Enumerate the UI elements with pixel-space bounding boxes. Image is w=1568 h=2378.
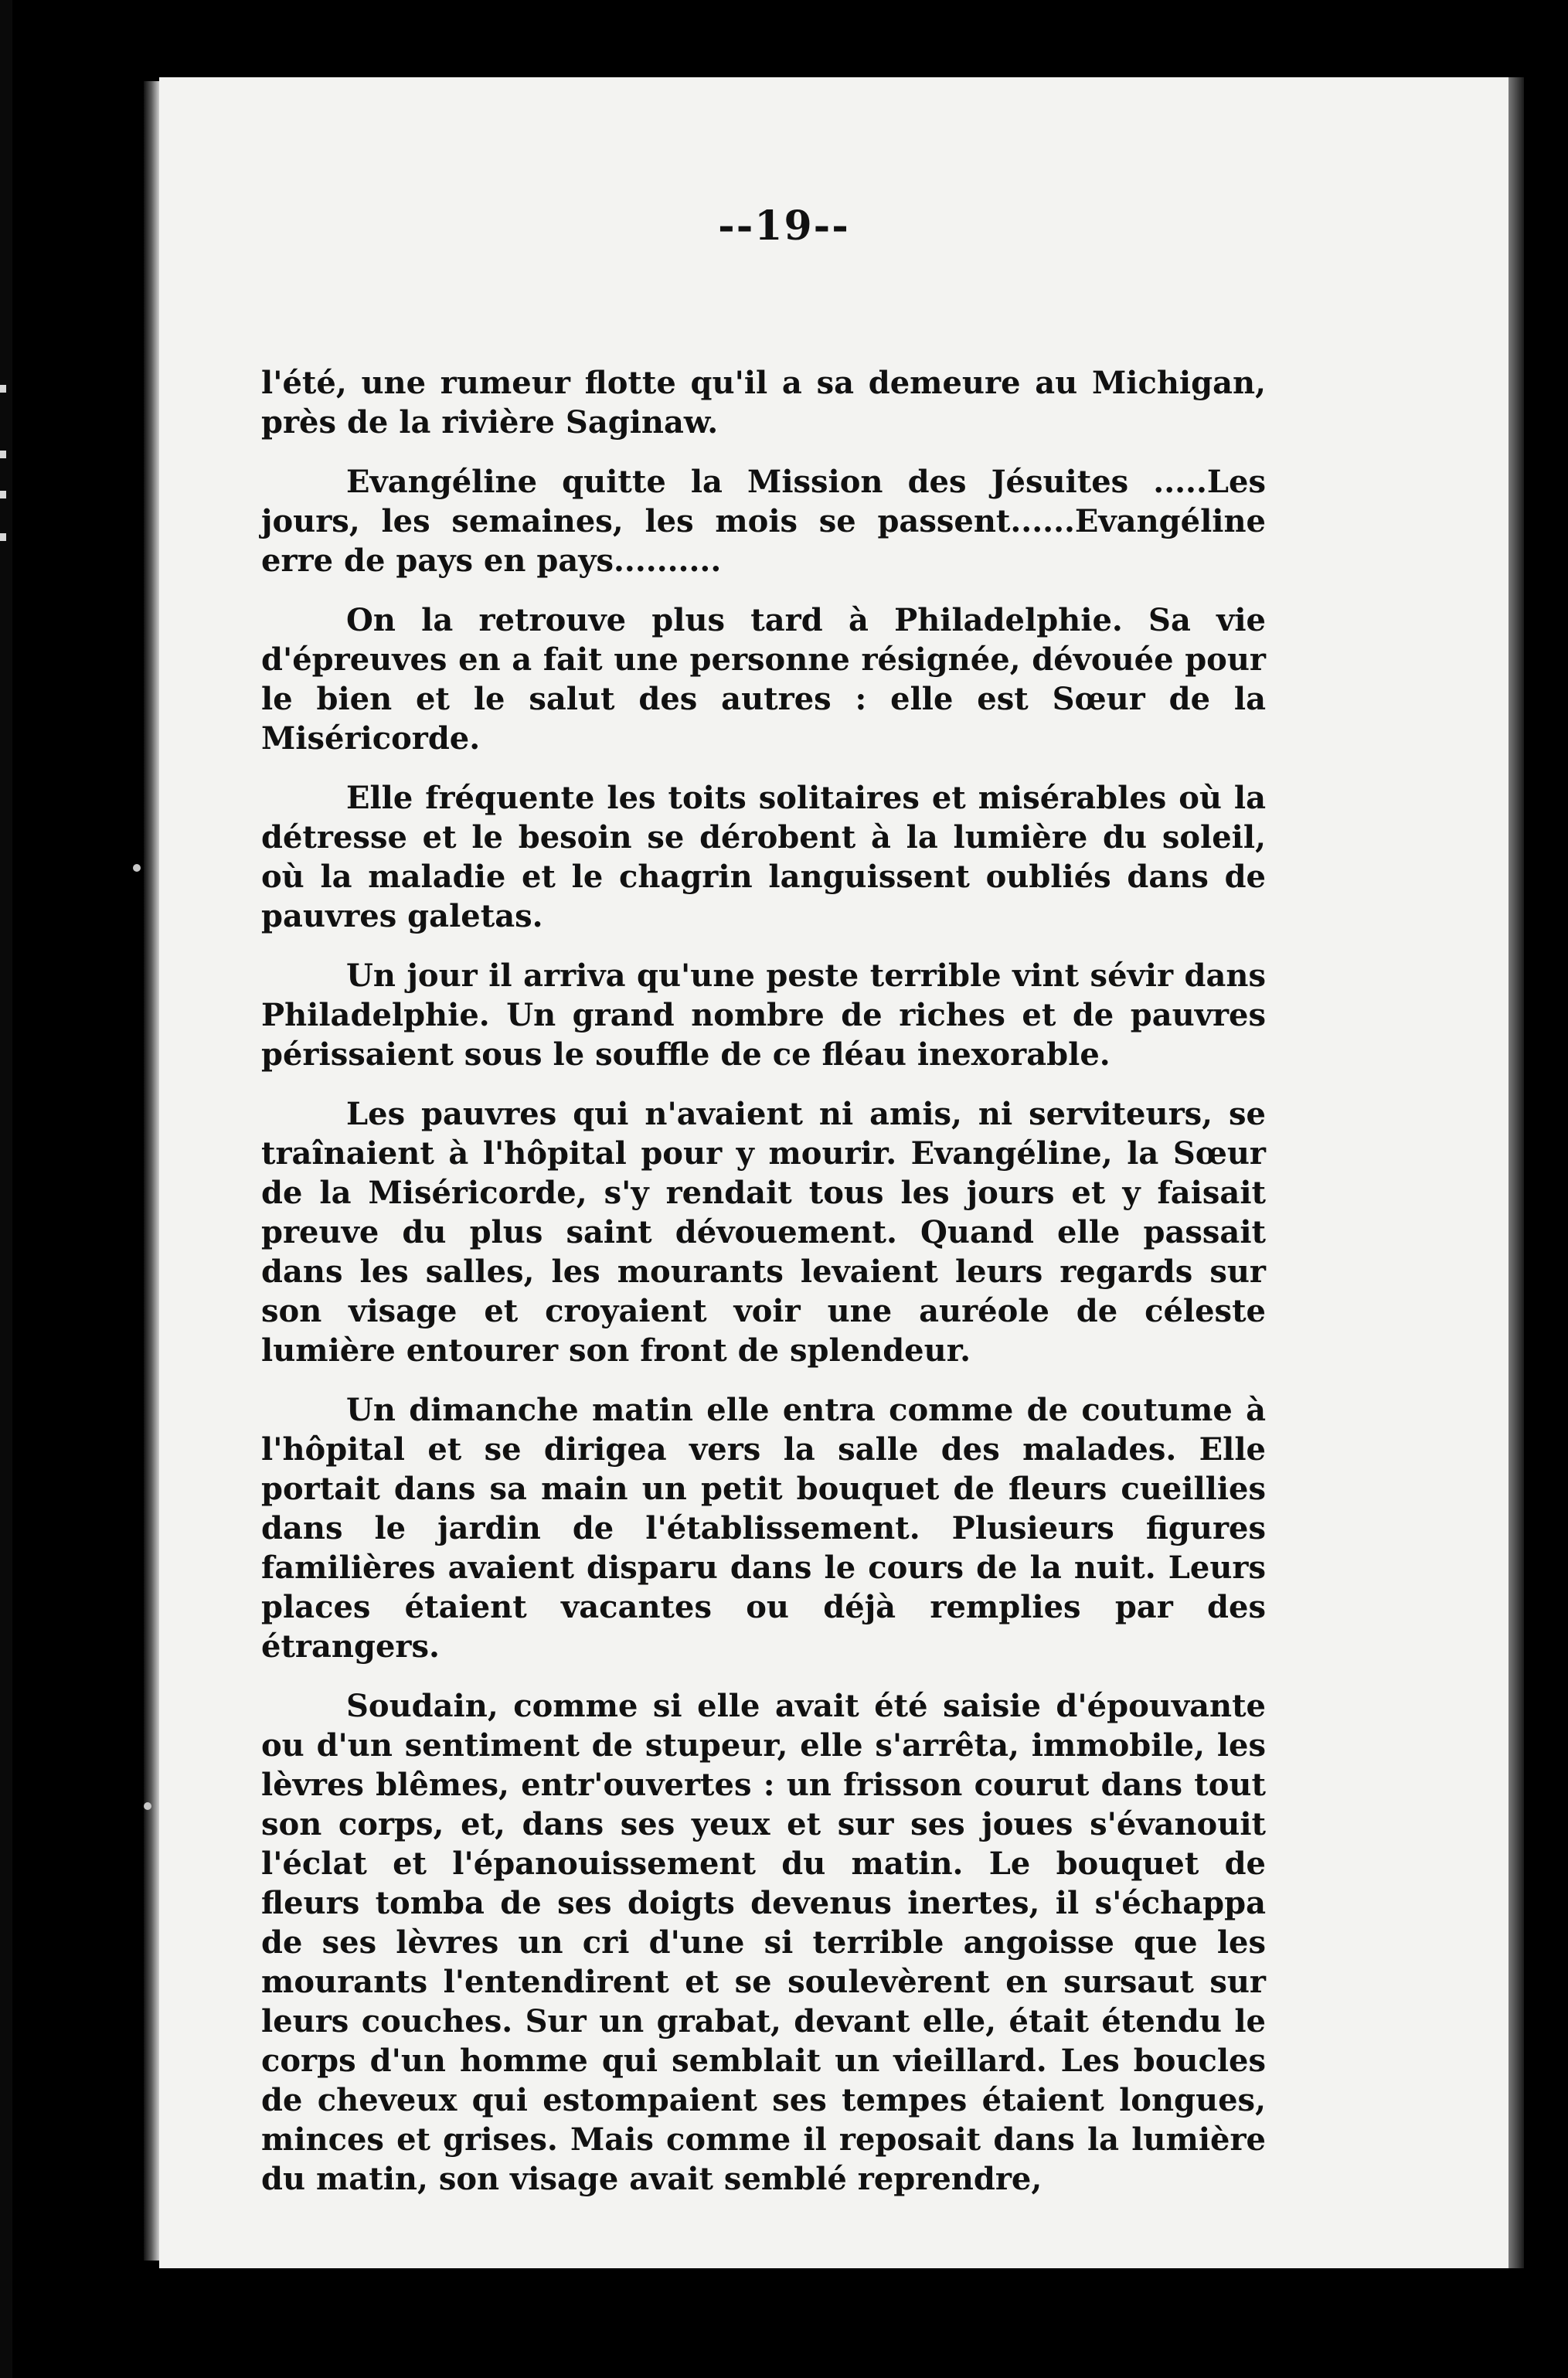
paragraph: Evangéline quitte la Mission des Jésuites .....Les jours, les semaines, les mois se passent......Evangéline erre de pays en pays..........	[261, 464, 1266, 579]
scan-speck	[133, 864, 141, 872]
edge-mark	[0, 491, 6, 498]
page-number: --19--	[718, 202, 850, 250]
scan-speck	[144, 1802, 151, 1810]
paragraph: Un jour il arriva qu'une peste terrible vint sévir dans Philadelphie. Un grand nombre de riches et de pauvres périssaient sous le souffle de ce fléau inexorable.	[261, 958, 1266, 1073]
paragraph: On la retrouve plus tard à Philadelphie. Sa vie d'épreuves en a fait une personne résignée, dévouée pour le bien et le salut des autres : elle est Sœur de la Miséricorde.	[261, 602, 1266, 757]
paragraph: Un dimanche matin elle entra comme de coutume à l'hôpital et se dirigea vers la salle des malades. Elle portait dans sa main un petit bouquet de fleurs cueillies dans le jardin de l'établissement. Plusieurs figures familières avaient disparu dans le cours de la nuit. Leurs places étaient vacantes ou déjà remplies par des étrangers.	[261, 1392, 1266, 1665]
paragraph: l'été, une rumeur flotte qu'il a sa demeure au Michigan, près de la rivière Saginaw.	[261, 365, 1266, 441]
left-page-edge	[0, 0, 12, 2378]
edge-mark	[0, 451, 6, 458]
paragraph: Elle fréquente les toits solitaires et misérables où la détresse et le besoin se dérobent à la lumière du soleil, où la maladie et le chagrin languissent oubliés dans de pauvres galetas.	[261, 780, 1266, 934]
paragraph: Les pauvres qui n'avaient ni amis, ni serviteurs, se traînaient à l'hôpital pour y mourir. Evangéline, la Sœur de la Miséricorde, s'y rendait tous les jours et y faisait preuve du plus saint dévouement. Quand elle passait dans les salles, les mourants levaient leurs regards sur son visage et croyaient voir une auréole de céleste lumière entourer son front de splendeur.	[261, 1096, 1266, 1369]
body-text	[261, 363, 1266, 2219]
paragraph: Soudain, comme si elle avait été saisie d'épouvante ou d'un sentiment de stupeur, elle s'arrêta, immobile, les lèvres blêmes, entr'ouvertes : un frisson courut dans tout son corps, et, dans ses yeux et sur ses joues s'évanouit l'éclat et l'épanouissement du matin. Le bouquet de fleurs tomba de ses doigts devenus inertes, il s'échappa de ses lèvres un cri d'une si terrible angoisse que les mourants l'entendirent et se soulevèrent en sursaut sur leurs couches. Sur un grabat, devant elle, était étendu le corps d'un homme qui semblait un vieillard. Les boucles de cheveux qui estompaient ses tempes étaient longues, minces et grises. Mais comme il reposait dans la lumière du matin, son visage avait semblé reprendre,	[261, 1688, 1266, 2197]
edge-mark	[0, 533, 6, 541]
edge-mark	[0, 385, 6, 393]
page-edge-shadow	[1508, 77, 1524, 2268]
